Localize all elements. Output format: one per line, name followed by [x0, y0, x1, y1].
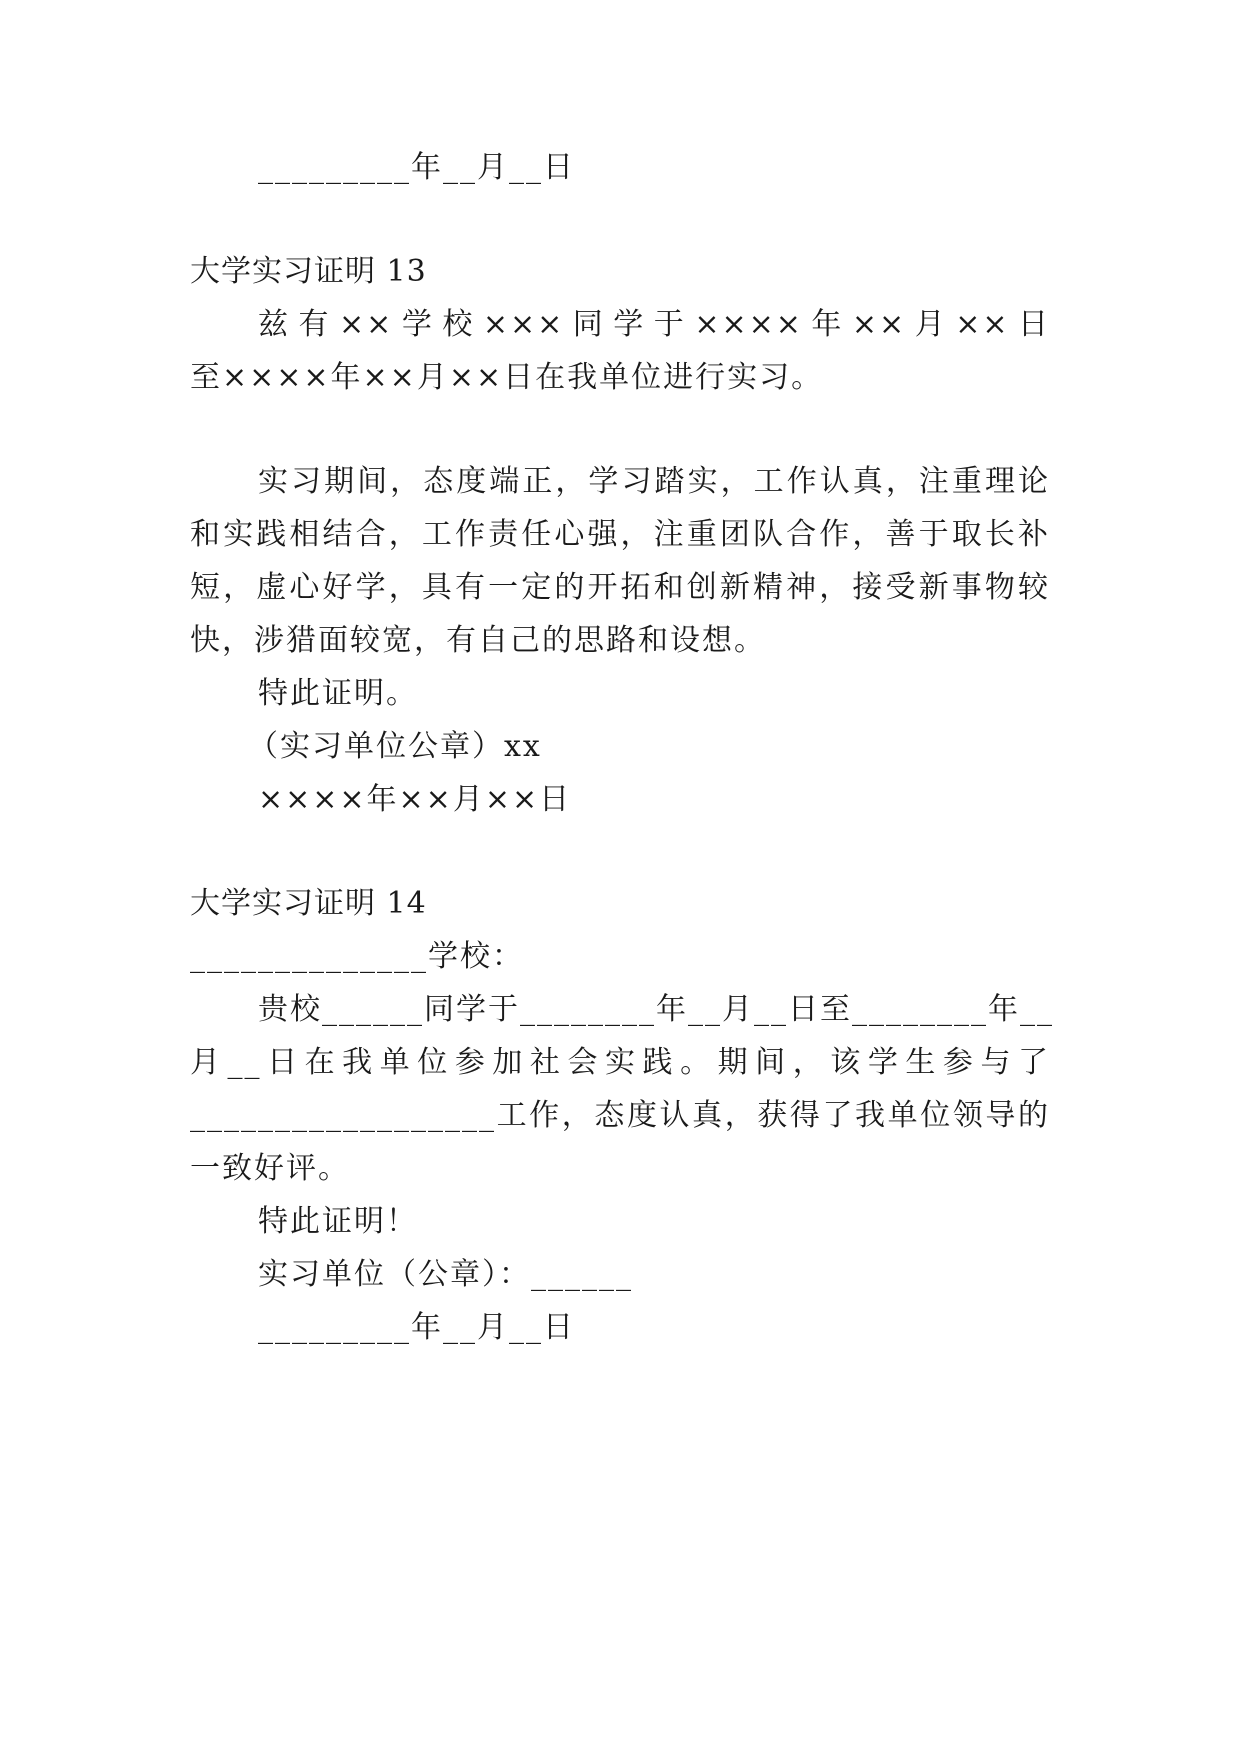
section-14-body-line-3: __________________工作，态度认真，获得了我单位领导的	[190, 1098, 1050, 1133]
section-14-body-line-1: 贵校______同学于________年__月__日至________年__	[258, 992, 1054, 1027]
section-14-addressee: ______________学校：	[190, 939, 524, 974]
section-14-body-line-2: 月__日在我单位参加社会实践。期间，该学生参与了	[190, 1045, 1050, 1080]
section-14-stamp: 实习单位（公章）：______	[258, 1257, 633, 1292]
section-13-closing: 特此证明。	[258, 676, 418, 711]
section-13-paragraph-2-line-1: 实习期间，态度端正，学习踏实，工作认真，注重理论	[258, 464, 1050, 499]
section-13-date: ××××年××月××日	[258, 782, 572, 817]
section-14-date: _________年__月__日	[258, 1310, 575, 1345]
top-date-line: _________年__月__日	[258, 150, 575, 185]
section-13-paragraph-1-line-2: 至××××年××月××日在我单位进行实习。	[190, 360, 824, 395]
section-13-title: 大学实习证明 13	[190, 254, 427, 289]
section-13-paragraph-1-line-1: 兹有××学校×××同学于××××年××月××日	[258, 307, 1050, 342]
section-13-paragraph-2-line-3: 短，虚心好学，具有一定的开拓和创新精神，接受新事物较	[190, 570, 1050, 605]
section-14-body-line-4: 一致好评。	[190, 1151, 350, 1186]
section-13-paragraph-2-line-4: 快，涉猎面较宽，有自己的思路和设想。	[190, 623, 766, 658]
section-14-closing: 特此证明！	[258, 1204, 418, 1239]
section-13-stamp: （实习单位公章）xx	[248, 729, 542, 764]
section-14-title: 大学实习证明 14	[190, 886, 427, 921]
section-13-paragraph-2-line-2: 和实践相结合，工作责任心强，注重团队合作，善于取长补	[190, 517, 1050, 552]
